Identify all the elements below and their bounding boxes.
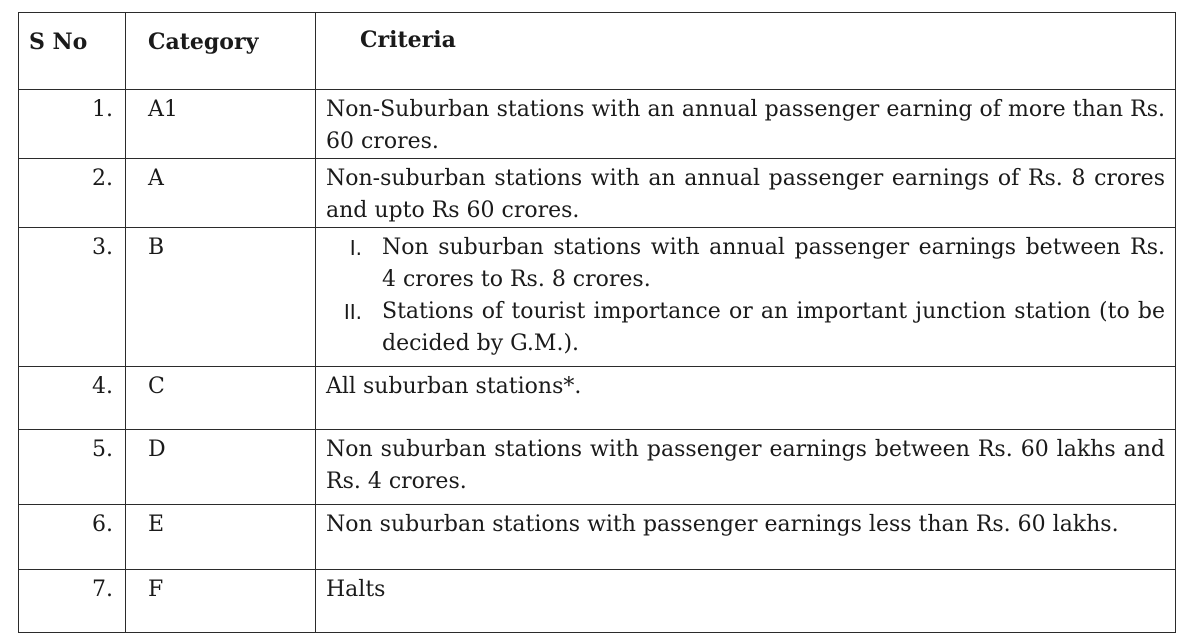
table-row (19, 505, 1176, 570)
row-sno: 6. (19, 505, 126, 570)
table-row (19, 367, 1176, 430)
table-row (19, 430, 1176, 505)
row-criteria: Non-Suburban stations with an annual passenger earning of more than Rs. 60 crores. (316, 90, 1176, 159)
row-sno: 2. (19, 159, 126, 228)
criteria-sub-list (326, 232, 1165, 360)
table-row (19, 159, 1176, 228)
row-category: D (126, 430, 316, 505)
table-header-row (19, 13, 1176, 90)
row-criteria: Non suburban stations with passenger earnings less than Rs. 60 lakhs. (316, 505, 1176, 570)
header-sno: S No (19, 13, 126, 90)
table-row (19, 228, 1176, 367)
row-criteria: Halts (316, 570, 1176, 633)
list-item (326, 232, 1165, 296)
row-sno: 3. (19, 228, 126, 367)
list-item-text: Non suburban stations with annual passenger earnings between Rs. 4 crores to Rs. 8 crores. (382, 235, 1165, 292)
list-marker: I. (349, 236, 362, 260)
row-category: F (126, 570, 316, 633)
row-criteria (316, 228, 1176, 367)
row-criteria: Non suburban stations with passenger earnings between Rs. 60 lakhs and Rs. 4 crores. (316, 430, 1176, 505)
row-sno: 7. (19, 570, 126, 633)
row-sno: 4. (19, 367, 126, 430)
list-marker: II. (343, 300, 362, 324)
row-criteria: Non-suburban stations with an annual passenger earnings of Rs. 8 crores and upto Rs 60 crores. (316, 159, 1176, 228)
station-category-table-container (18, 12, 1176, 624)
row-category: A1 (126, 90, 316, 159)
row-sno: 1. (19, 90, 126, 159)
row-category: B (126, 228, 316, 367)
table-row (19, 570, 1176, 633)
header-criteria: Criteria (316, 13, 1176, 90)
list-item (326, 296, 1165, 360)
table-row (19, 90, 1176, 159)
row-criteria: All suburban stations*. (316, 367, 1176, 430)
header-category: Category (126, 13, 316, 90)
row-category: A (126, 159, 316, 228)
row-category: C (126, 367, 316, 430)
row-sno: 5. (19, 430, 126, 505)
row-category: E (126, 505, 316, 570)
station-category-table (18, 12, 1176, 633)
list-item-text: Stations of tourist importance or an important junction station (to be decided by G.M.). (382, 299, 1165, 356)
